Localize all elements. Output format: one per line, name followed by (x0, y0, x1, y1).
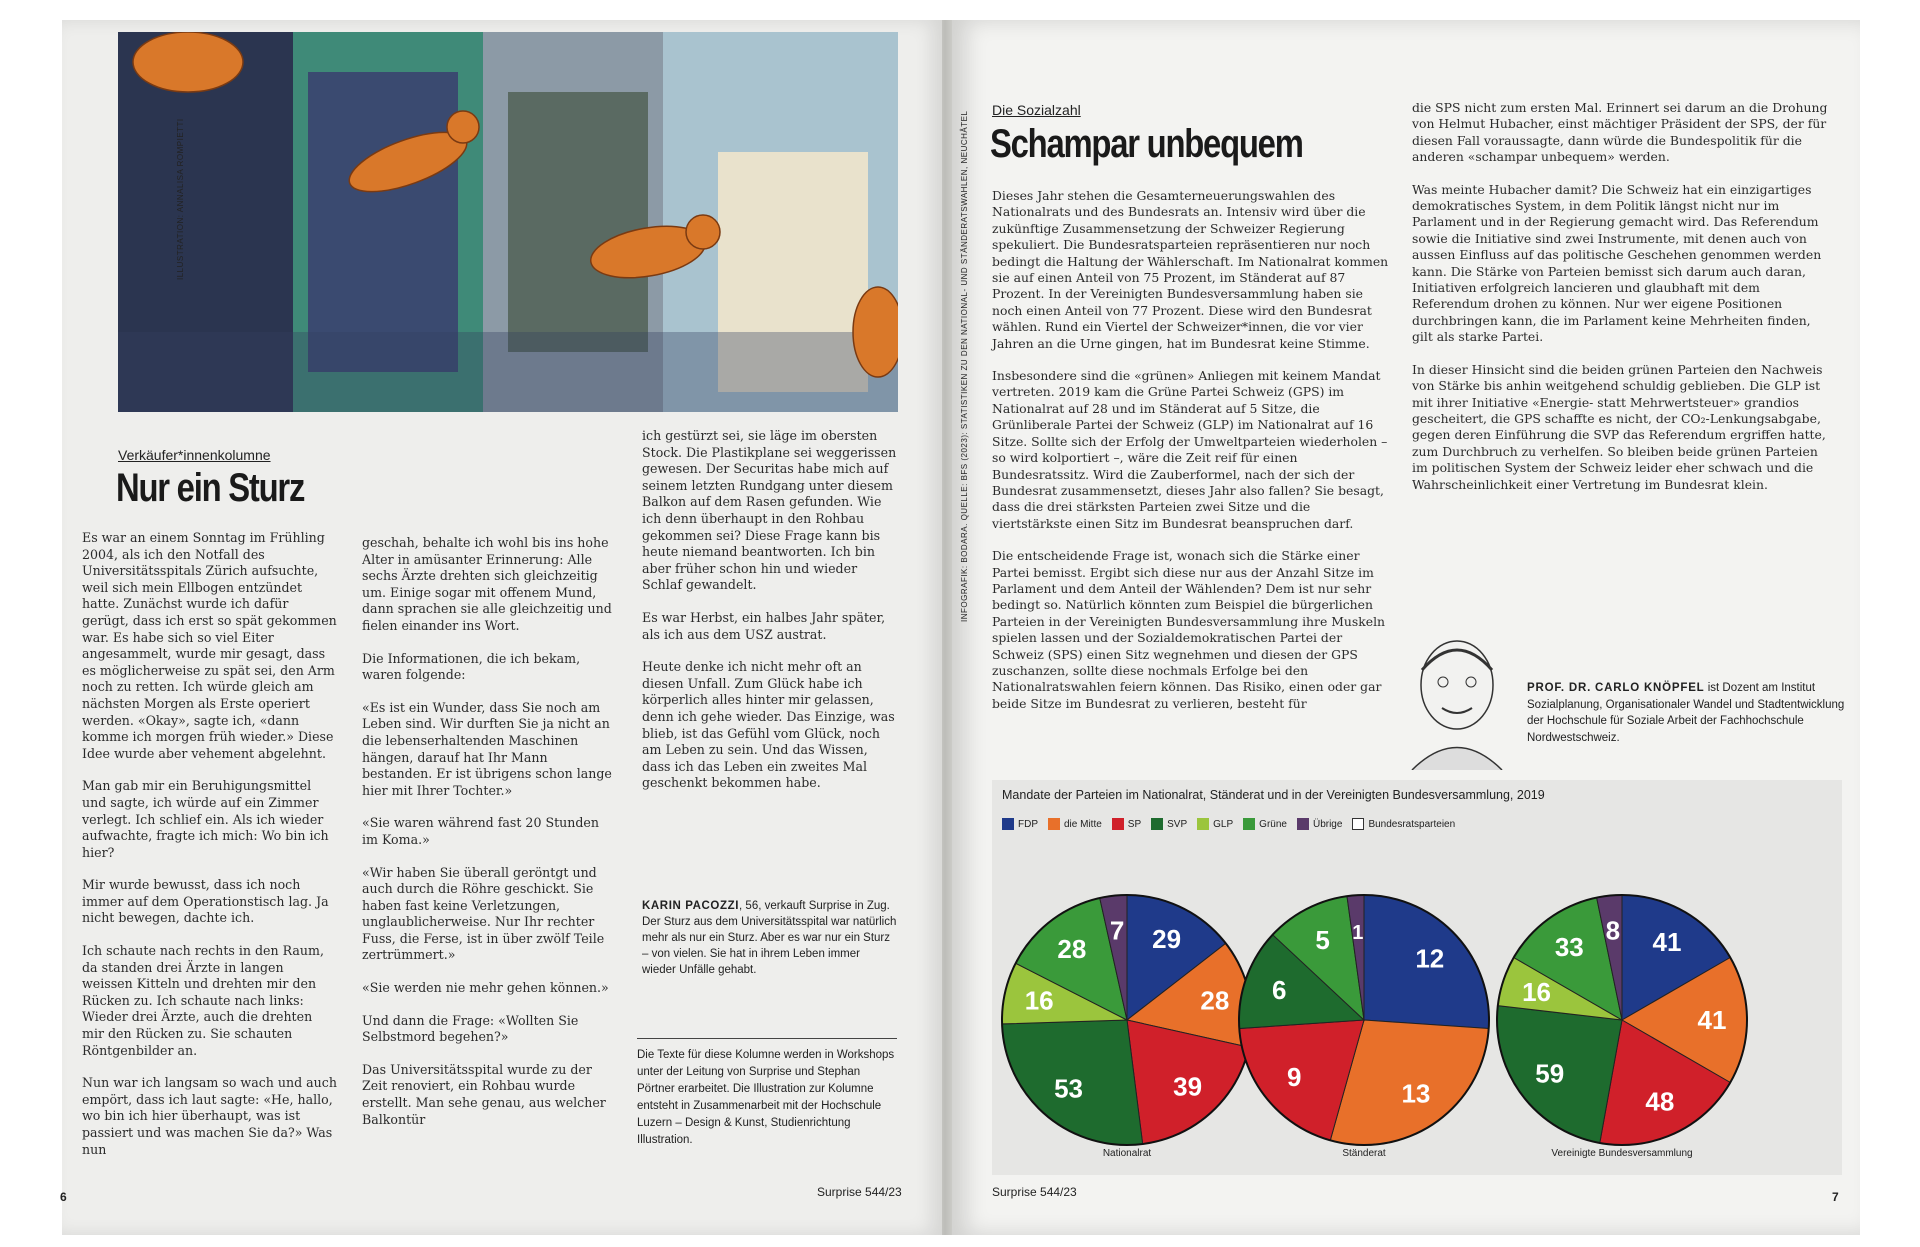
author-note (642, 898, 897, 978)
paragraph: «Es ist ein Wunder, dass Sie noch am Leben sind. Wir durften Sie ja nicht an die lebenserhaltenden Maschinen hängen, darauf hat Ihr Mann bestanden. Er ist übrigens schon lange hier mit Ihrer Tochter.» (362, 699, 612, 798)
paragraph: Mir wurde bewusst, dass ich noch immer auf dem Operationstisch lag. Ja nicht bewegen, dachte ich. (82, 877, 329, 926)
article-column-2 (1412, 100, 1832, 509)
paragraph: geschah, behalte ich wohl bis ins hohe Alter in amüsanter Erinnerung: Alle sechs Ärzte drehten sich gleichzeitig um. Einige sogar mit offenem Mund, dann sprachen sie alle gleichzeitig und fielen einander ins Wort. (362, 535, 612, 633)
author-bio (1527, 680, 1847, 746)
column-headline (990, 124, 1410, 164)
pie-value-label: 1 (1352, 922, 1364, 945)
pie-value-label: 41 (1652, 927, 1682, 958)
paragraph: Man gab mir ein Beruhigungsmittel und sagte, ich würde auf ein Zimmer verlegt. Ich schlief ein. Als ich wieder aufwachte, fragte ich mich: Wo bin ich hier? (82, 778, 329, 860)
paragraph: Es war Herbst, ein halbes Jahr später, als ich aus dem USZ austrat. (642, 609, 886, 642)
column-kicker (992, 100, 1081, 119)
paragraph: In dieser Hinsicht sind die beiden grünen Parteien den Nachweis von Stärke bis anhin weitgehend schuldig geblieben. Die GLP ist mit ihrer Initiative «Energie- statt Mehrwertsteuer» grandios gescheitert, die GPS schaffte es nicht, der CO₂-Lenkungsabgabe, gegen deren Einführung die SVP das Referendum ergriffen hatte, zum Durchbruch zu verhelfen. So bleiben beide grünen Parteien im politischen System der Schweiz leider eher schwach und die Wahrscheinlichkeit einer Vertretung im Bundesrat klein. (1412, 361, 1826, 492)
author-bio-name: PROF. DR. CARLO KNÖPFEL (1527, 682, 1705, 694)
chart-title: Mandate der Parteien im Nationalrat, Ständerat und in der Vereinigten Bundesversammlung, 2019 (1002, 788, 1545, 802)
legend-label: Übrige (1312, 818, 1343, 830)
pie-value-label: 39 (1173, 1071, 1203, 1102)
paragraph: «Sie werden nie mehr gehen können.» (362, 980, 609, 996)
infographic-credit (960, 102, 974, 622)
article-column-2 (362, 535, 617, 1144)
infographic-credit-text: INFOGRAFIK: BODARA. QUELLE: BFS (2023): STATISTIKEN ZU DEN NATIONAL- UND STÄNDERATSWAHLEN, NEUCHÂTEL (960, 110, 969, 622)
left-page (62, 20, 942, 1235)
pie-label-bundesversammlung: Vereinigte Bundesversammlung (1551, 1148, 1693, 1159)
pie-label-staenderat: Ständerat (1342, 1148, 1386, 1159)
paragraph: Die Informationen, die ich bekam, waren folgende: (362, 650, 581, 683)
pie-value-label: 13 (1401, 1078, 1431, 1109)
pie-value-label: 29 (1152, 924, 1182, 955)
paragraph: Dieses Jahr stehen die Gesamterneuerungswahlen des Nationalrats und des Bundesrats an. Intensiv wird über die zukünftige Zusammensetzung der Schweizer Regierung spekuliert. Die Bundesratsparteien repräsentieren nur noch bedingt die Haltung der Wählerschaft. Im Nationalrat kommen sie auf einen Anteil von 75 Prozent, im Ständerat auf 87 Prozent. In der Vereinigten Bundesversammlung haben sie noch einen Anteil von 77 Prozent. Diese wird den Bundesrat wählen. Rund ein Viertel der Schweizer*innen, die vor vier Jahren an die Urne gingen, hat im Bundesrat keine Stimme. (992, 188, 1389, 351)
legend-label: Grüne (1259, 818, 1287, 830)
legend-label: SP (1127, 818, 1142, 830)
paragraph: Nun war ich langsam so wach und auch empört, dass ich laut sagte: «He, hallo, wo bin ich hier überhaupt, was ist passiert und was machen Sie da?» Was nun (82, 1075, 337, 1157)
article-column-1 (82, 530, 337, 1174)
workshop-note (637, 1038, 897, 1149)
author-name: KARIN PACOZZI (642, 900, 740, 912)
illustration-credit-text: ILLUSTRATION: ANNALISA ROMPIETTI (176, 118, 185, 280)
paragraph: Und dann die Frage: «Wollten Sie Selbstmord begehen?» (362, 1012, 579, 1045)
legend-label: GLP (1213, 818, 1234, 830)
illustration-credit (176, 80, 190, 280)
pie-value-label: 28 (1057, 933, 1087, 964)
issue-label: Surprise 544/23 (817, 1185, 902, 1199)
column-kicker (118, 445, 271, 464)
kicker-label: Verkäufer*innenkolumne (118, 447, 271, 463)
party-seats-chart (992, 780, 1842, 1175)
pie-value-label: 53 (1054, 1073, 1084, 1104)
issue-label: Surprise 544/23 (992, 1185, 1077, 1199)
pie-value-label: 7 (1109, 915, 1125, 946)
paragraph: «Wir haben Sie überall geröntgt und auch durch die Röhre geschickt. Sie haben fast keine Verletzungen, unglaublicherweise. Nur Ihr rechter Fuss, die Ferse, ist in über zwölf Teile zertrümmert.» (362, 864, 605, 963)
workshop-note-text: Die Texte für diese Kolumne werden in Workshops unter der Leitung von Surprise und Stephan Pörtner erarbeitet. Die Illustration zur Kolumne entsteht in Zusammenarbeit mit der Hochschule Luzern – Design & Kunst, Studienrichtung Illustration. (637, 1049, 895, 1146)
paragraph: Das Universitätsspital wurde zu der Zeit renoviert, ein Rohbau wurde erstellt. Man sehe genau, aus welcher Balkontür (362, 1061, 606, 1127)
paragraph: Die entscheidende Frage ist, wonach sich die Stärke einer Partei bemisst. Ergibt sich diese nur aus der Anzahl Sitze im Parlament und dem Anteil der Wählenden? Dem ist nur sehr bedingt so. Natürlich könnten zum Beispiel die bürgerlichen Parteien in der Vereinigten Bundesversammlung ihre Muskeln spielen lassen und der Sozialdemokratischen Partei der Schweiz (SPS) einen Sitz wegnehmen und diesen der GPS zuschanzen, sollte diese nochmals Erfolge bei den Nationalratswahlen feiern können. Das Risiko, einen oder gar beide Sitze im Bundesrat zu verlieren, besteht für (992, 548, 1386, 711)
kicker-label: Die Sozialzahl (992, 102, 1081, 118)
falling-cats-illustration (118, 32, 898, 412)
author-portrait (1402, 630, 1512, 770)
pie-value-label: 16 (1522, 976, 1552, 1007)
pie-value-label: 33 (1554, 932, 1584, 963)
paragraph: Ich schaute nach rechts in den Raum, da standen drei Ärzte in langen weissen Kitteln und drehten mir den Rücken zu. Ich schaute nach links: Wieder drei Ärzte, auch die drehten mir den Rücken zu. Sie schauten Röntgenbilder an. (82, 943, 324, 1058)
right-page (952, 20, 1860, 1235)
legend-label: die Mitte (1064, 818, 1102, 830)
paragraph: Was meinte Hubacher damit? Die Schweiz hat ein einzigartiges demokratisches System, in dem Politik längst nicht nur im Parlament und in der Regierung gemacht wird. Das Referendum sowie die Initiative sind zwei Instrumente, mit denen auch von aussen Einfluss auf das politische Geschehen genommen werden kann. Die Stärke von Parteien bemisst sich darum auch daran, Initiativen erfolgreich lancieren und glaubhaft mit dem Referendum drohen zu können. Nur wer eigene Positionen durchbringen kann, die im Parlament keine Mehrheiten finden, gilt als starke Partei. (1412, 181, 1822, 345)
author-description: , 56, verkauft Surprise in Zug. Der Sturz aus dem Universitätsspital war natürlich mehr als nur ein Sturz. Aber es war nur ein Sturz – von vielen. Sie hat in ihrem Leben immer wieder Unfälle gehabt. (642, 900, 897, 976)
pie-value-label: 41 (1697, 1005, 1727, 1035)
page-number: 6 (60, 1190, 67, 1204)
paragraph: die SPS nicht zum ersten Mal. Erinnert sei darum an die Drohung von Helmut Hubacher, einst mächtiger Präsident der SPS, der für diesen Fall voraussagte, dann würde die Bundespolitik für die anderen «schampar unbequem» werden. (1412, 100, 1828, 165)
pie-value-label: 5 (1315, 925, 1330, 956)
pie-value-label: 28 (1200, 985, 1230, 1016)
paragraph: «Sie waren während fast 20 Stunden im Koma.» (362, 815, 599, 847)
pie-value-label: 8 (1605, 915, 1621, 946)
pie-value-label: 6 (1271, 974, 1287, 1005)
article-column-1 (992, 188, 1392, 728)
legend-label: SVP (1167, 818, 1188, 830)
paragraph: Es war an einem Sonntag im Frühling 2004, als ich den Notfall des Universitätsspitals Zürich aufsuchte, weil sich mein Ellbogen entzündet hatte. Zunächst wurde ich dafür gerügt, dass ich erst so spät gekommen war. Es habe sich so viel Eiter angesammelt, wurde mir gesagt, dass es möglicherweise zu spät sei, den Arm noch zu retten. Ich würde gleich am nächsten Morgen als Erste operiert werden. «Okay», sagte ich, «dann komme ich morgen früh wieder.» Diese Idee wurde aber vehement abgelehnt. (82, 530, 337, 761)
paragraph: Heute denke ich nicht mehr oft an diesen Unfall. Zum Glück habe ich körperlich alles hinter mir gelassen, denn ich gehe wieder. Das Einzige, was blieb, ist das Gefühl vom Glück, noch am Leben zu sein. Und das Wissen, dass ich das Leben ein zweites Mal geschenkt bekommen habe. (642, 659, 895, 791)
pie-value-label: 12 (1415, 943, 1445, 974)
column-headline (116, 468, 516, 508)
page-number: 7 (1832, 1190, 1839, 1204)
headline-text: Nur ein Sturz (116, 466, 305, 510)
legend-label: FDP (1018, 818, 1038, 830)
headline-text: Schampar unbequem (990, 122, 1303, 166)
pie-value-label: 9 (1286, 1061, 1302, 1092)
article-column-3 (642, 428, 897, 808)
pie-label-nationalrat: Nationalrat (1102, 1148, 1152, 1159)
pie-charts (992, 780, 1842, 1175)
legend-label: Bundesratsparteien (1368, 818, 1456, 830)
paragraph: ich gestürzt sei, sie läge im obersten Stock. Die Plastikplane sei weggerissen gewesen. Der Securitas habe mich auf seinem letzten Rundgang unter diesem Balkon auf dem Rasen gefunden. Wie ich denn überhaupt in den Rohbau gekommen sei? Diese Frage kann bis heute niemand beantworten. Ich bin aber früher schon hin und wieder Schlaf gewandelt. (642, 428, 897, 593)
pie-value-label: 16 (1024, 985, 1054, 1016)
pie-value-label: 59 (1535, 1058, 1565, 1089)
author-bio-text: ist Dozent am Institut Sozialplanung, Organisationaler Wandel und Stadtentwicklung der Hochschule für Soziale Arbeit der Fachhochschule Nordwestschweiz. (1527, 682, 1845, 744)
pie-value-label: 48 (1645, 1086, 1675, 1117)
paragraph: Insbesondere sind die «grünen» Anliegen mit keinem Mandat vertreten. 2019 kam die Grüne Partei Schweiz (GPS) im Nationalrat auf 28 und im Ständerat auf 5 Sitze, die Grünliberale Partei der Schweiz (GLP) im Nationalrat auf 16 Sitze. Sollte sich der Erfolg der Umweltparteien wiederholen – so wird kolportiert –, wäre die Zeit reif für einen Bundesratssitz. Wird die Zauberformel, nach der sich der Bundesrat zusammensetzt, dieses Jahr also fallen? Sie besagt, dass die drei stärksten Parteien zwei Sitze und die viertstärkste einen Sitz im Bundesrat beanspruchen darf. (992, 368, 1388, 531)
